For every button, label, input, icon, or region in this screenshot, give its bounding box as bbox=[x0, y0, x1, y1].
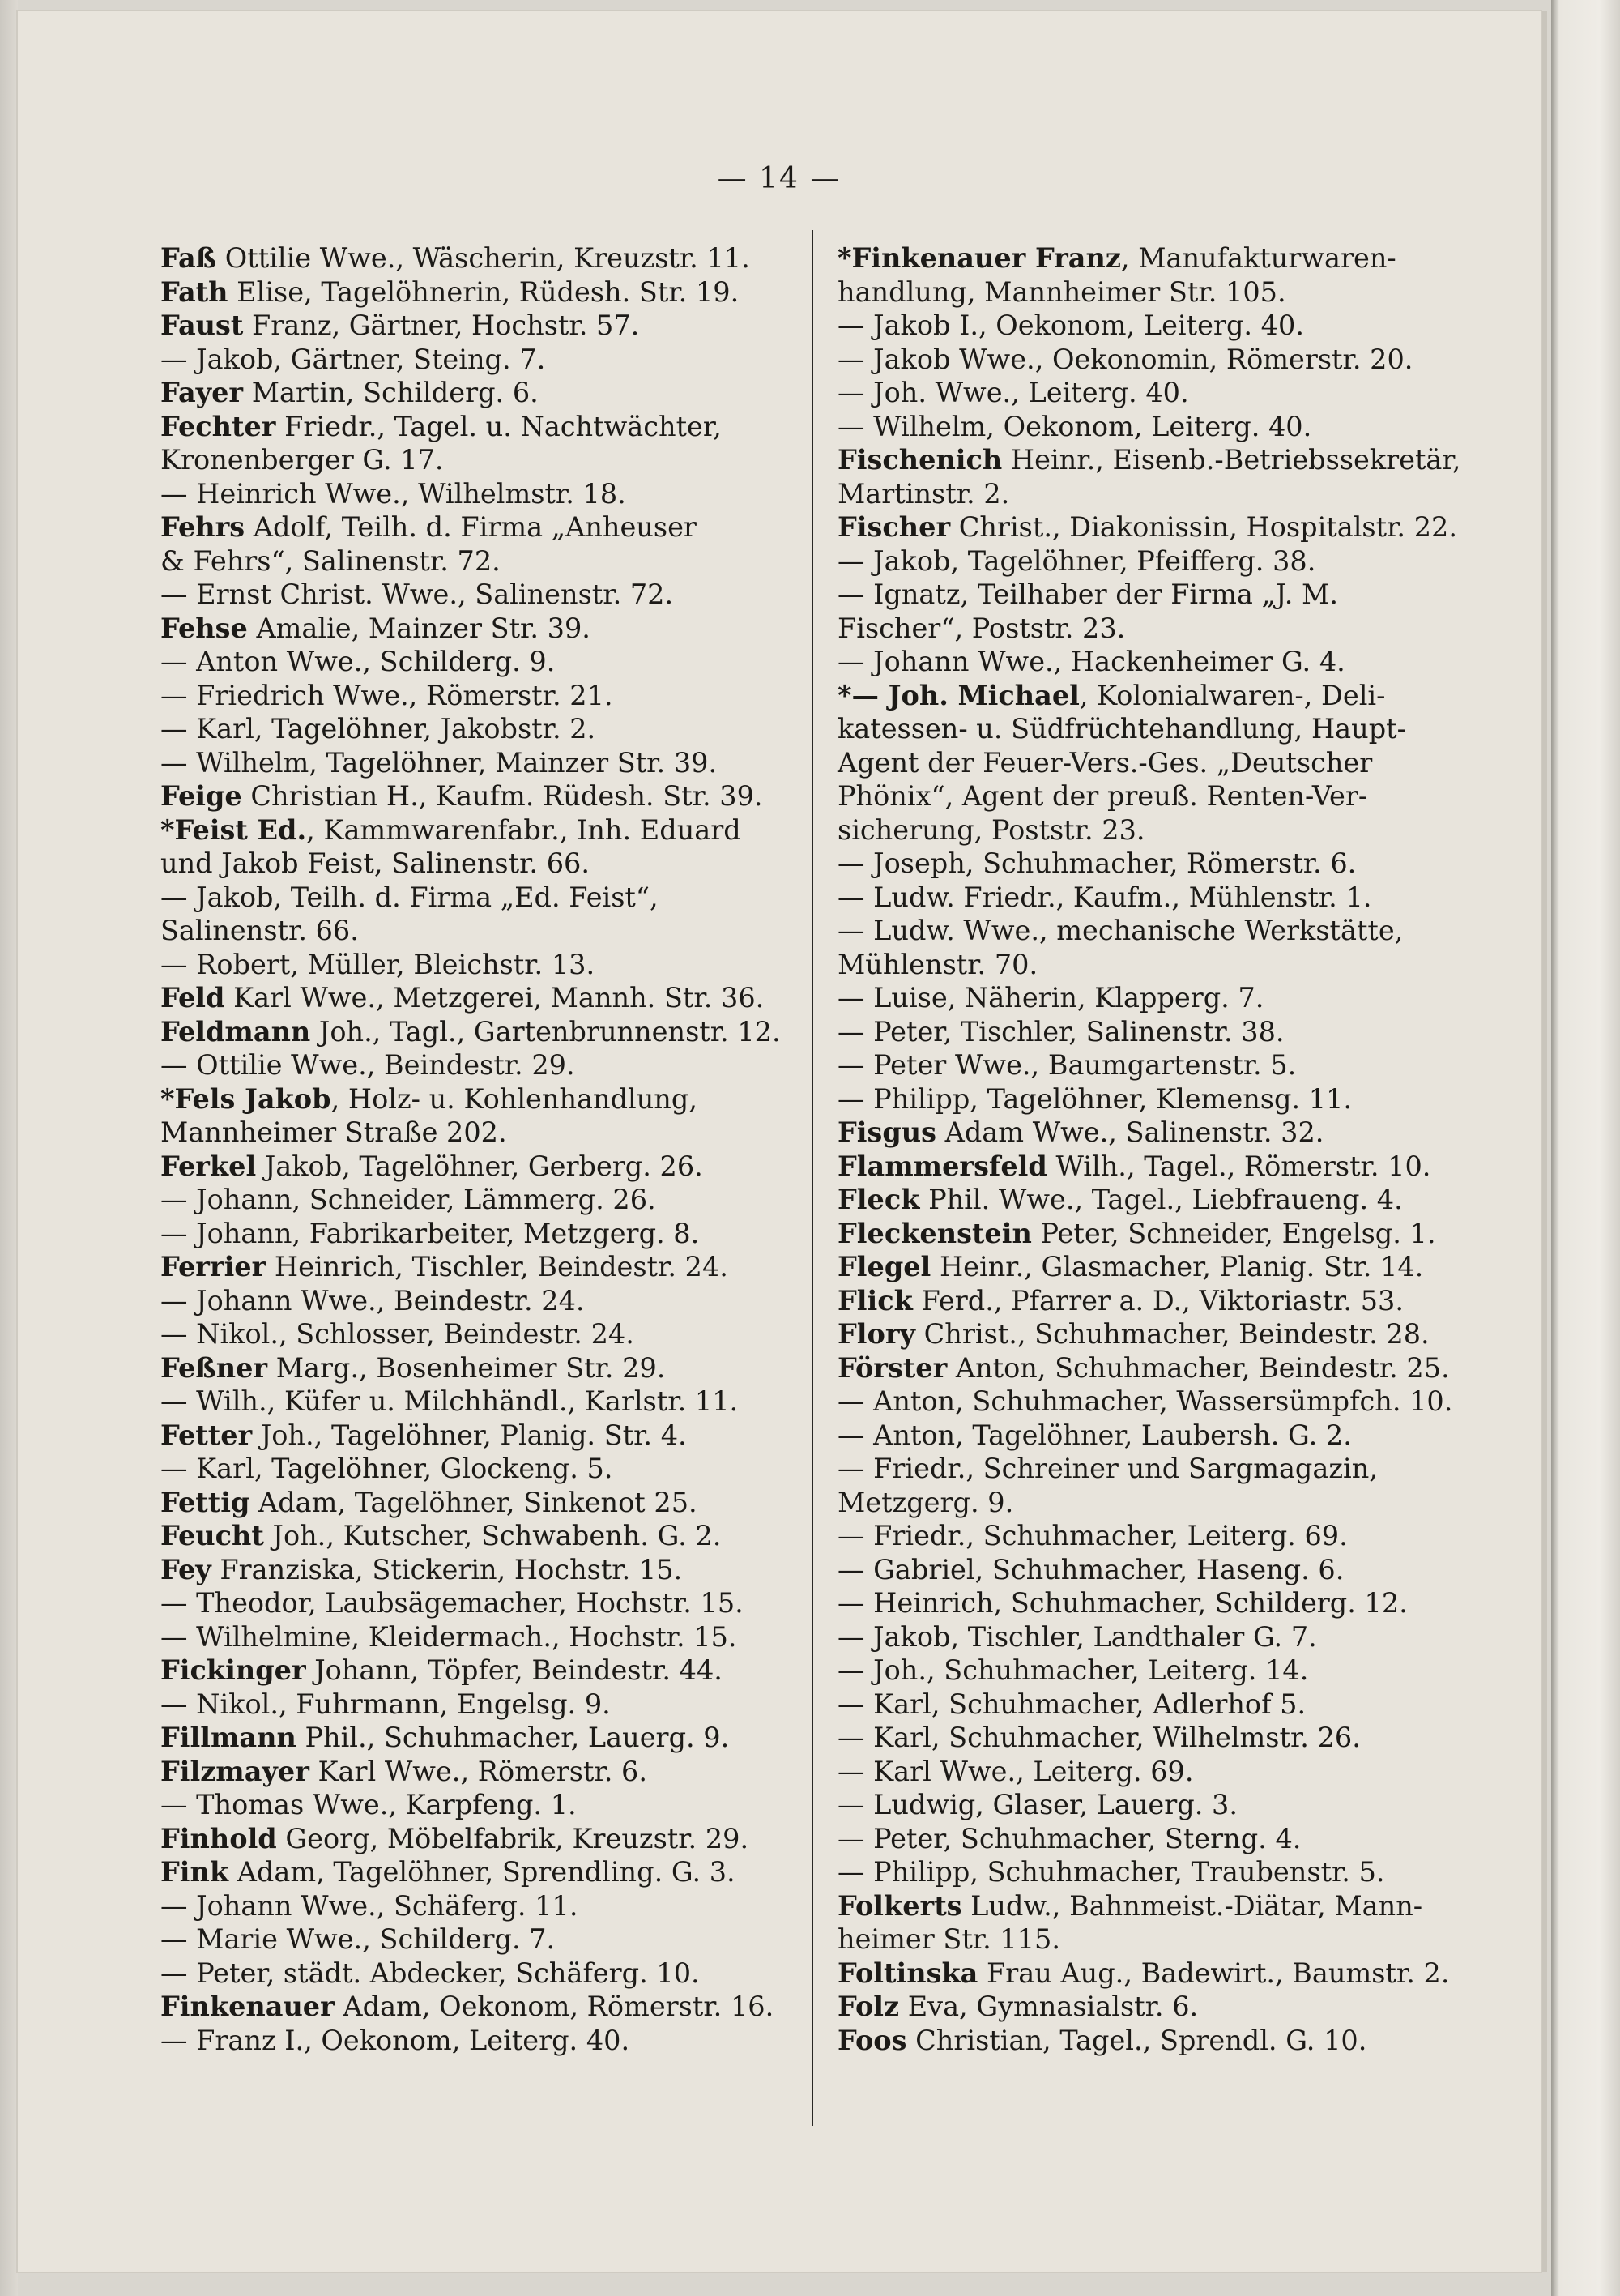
entry-surname: *Fels Jakob bbox=[160, 1082, 331, 1115]
entry-details: — Luise, Näherin, Klapperg. 7. bbox=[838, 982, 1264, 1014]
directory-entry bbox=[160, 779, 865, 813]
entry-details: Adolf, Teilh. d. Firma „Anheuser bbox=[245, 511, 697, 543]
entry-details: , Holz- u. Kohlenhandlung, bbox=[330, 1082, 697, 1115]
directory-entry bbox=[838, 1183, 1502, 1217]
directory-entry bbox=[160, 376, 865, 410]
directory-entry bbox=[160, 1889, 865, 1923]
directory-entry bbox=[838, 645, 1502, 679]
directory-entry bbox=[838, 948, 1502, 982]
entry-surname: Fath bbox=[160, 275, 228, 308]
directory-entry bbox=[838, 1284, 1502, 1318]
directory-entry bbox=[838, 1317, 1502, 1351]
directory-entry bbox=[160, 1654, 865, 1688]
entry-details: Ludw., Bahnmeist.-Diätar, Mann- bbox=[961, 1889, 1423, 1922]
entry-surname: Feld bbox=[160, 982, 225, 1014]
directory-entry bbox=[838, 510, 1502, 544]
directory-entry bbox=[160, 275, 865, 309]
entry-details: Adam, Tagelöhner, Sinkenot 25. bbox=[249, 1486, 697, 1518]
directory-entry bbox=[838, 813, 1502, 847]
entry-details: Franziska, Stickerin, Hochstr. 15. bbox=[211, 1553, 683, 1585]
left-column bbox=[160, 241, 865, 2057]
directory-entry bbox=[160, 1688, 865, 1722]
entry-details: Friedr., Tagel. u. Nachtwächter, bbox=[275, 410, 722, 442]
entry-details: — Anton, Tagelöhner, Laubersh. G. 2. bbox=[838, 1419, 1352, 1451]
entry-details: Christian, Tagel., Sprendl. G. 10. bbox=[906, 2024, 1367, 2056]
entry-details: Martinstr. 2. bbox=[838, 477, 1010, 510]
entry-details: und Jakob Feist, Salinenstr. 66. bbox=[160, 847, 590, 879]
entry-surname: Ferrier bbox=[160, 1251, 266, 1282]
entry-surname: Faust bbox=[160, 309, 244, 341]
entry-details: , Kammwarenfabr., Inh. Eduard bbox=[306, 813, 741, 846]
directory-entry bbox=[160, 1990, 865, 2024]
entry-details: — Jakob I., Oekonom, Leiterg. 40. bbox=[838, 309, 1304, 341]
directory-entry bbox=[838, 712, 1502, 746]
entry-surname: Finhold bbox=[160, 1822, 277, 1854]
directory-entry bbox=[160, 1957, 865, 1991]
entry-details: — Peter, Tischler, Salinenstr. 38. bbox=[838, 1015, 1285, 1048]
entry-details: — Philipp, Tagelöhner, Klemensg. 11. bbox=[838, 1082, 1353, 1115]
entry-surname: Fayer bbox=[160, 377, 244, 408]
entry-details: — Jakob, Gärtner, Steing. 7. bbox=[160, 343, 546, 375]
directory-page bbox=[18, 11, 1541, 2272]
entry-details: Agent der Feuer-Vers.-Ges. „Deutscher bbox=[838, 746, 1373, 779]
entry-details: Joh., Tagelöhner, Planig. Str. 4. bbox=[252, 1419, 687, 1451]
directory-entry bbox=[838, 746, 1502, 780]
directory-entry bbox=[838, 410, 1502, 444]
entry-details: Elise, Tagelöhnerin, Rüdesh. Str. 19. bbox=[228, 275, 740, 308]
directory-entry bbox=[838, 2024, 1502, 2058]
entry-details: Jakob, Tagelöhner, Gerberg. 26. bbox=[256, 1150, 703, 1182]
entry-details: — Nikol., Fuhrmann, Engelsg. 9. bbox=[160, 1688, 611, 1720]
entry-details: — Anton, Schuhmacher, Wassersümpfch. 10. bbox=[838, 1385, 1453, 1417]
entry-details: — Ludwig, Glaser, Lauerg. 3. bbox=[838, 1789, 1238, 1820]
entry-details: Heinr., Eisenb.-Betriebssekretär, bbox=[1002, 444, 1461, 476]
directory-entry bbox=[160, 1284, 865, 1318]
next-page-edge bbox=[1551, 0, 1620, 2296]
entry-details: Eva, Gymnasialstr. 6. bbox=[899, 1991, 1199, 2022]
directory-entry bbox=[838, 981, 1502, 1015]
directory-entry bbox=[838, 1486, 1502, 1520]
right-column bbox=[838, 241, 1502, 2057]
entry-surname: Fettig bbox=[160, 1486, 250, 1518]
entry-details: — Karl, Schuhmacher, Wilhelmstr. 26. bbox=[838, 1722, 1361, 1753]
directory-entry bbox=[838, 1855, 1502, 1889]
directory-entry bbox=[160, 410, 865, 444]
directory-entry bbox=[838, 1082, 1502, 1116]
directory-entry bbox=[838, 1755, 1502, 1789]
entry-details: — Jakob, Tischler, Landthaler G. 7. bbox=[838, 1620, 1317, 1653]
directory-entry bbox=[838, 1654, 1502, 1688]
entry-details: Amalie, Mainzer Str. 39. bbox=[247, 612, 590, 644]
entry-details: Christ., Diakonissin, Hospitalstr. 22. bbox=[950, 511, 1457, 543]
directory-entry bbox=[160, 914, 865, 948]
directory-entry bbox=[160, 241, 865, 275]
entry-details: — Theodor, Laubsägemacher, Hochstr. 15. bbox=[160, 1587, 744, 1619]
entry-surname: Feßner bbox=[160, 1351, 268, 1384]
directory-entry bbox=[838, 578, 1502, 612]
directory-entry bbox=[160, 1553, 865, 1587]
entry-details: Heinrich, Tischler, Beindestr. 24. bbox=[266, 1251, 728, 1282]
entry-details: heimer Str. 115. bbox=[838, 1923, 1061, 1955]
entry-surname: Fleck bbox=[838, 1184, 920, 1215]
entry-surname: Faß bbox=[160, 242, 217, 274]
directory-entry bbox=[160, 1586, 865, 1620]
entry-details: Phil. Wwe., Tagel., Liebfraueng. 4. bbox=[919, 1184, 1403, 1215]
entry-details: — Joseph, Schuhmacher, Römerstr. 6. bbox=[838, 847, 1357, 879]
entry-surname: Fehrs bbox=[160, 511, 245, 543]
entry-details: Adam, Tagelöhner, Sprendling. G. 3. bbox=[228, 1856, 735, 1888]
entry-details: Joh., Tagl., Gartenbrunnenstr. 12. bbox=[310, 1015, 781, 1048]
entry-details: Salinenstr. 66. bbox=[160, 915, 359, 946]
directory-entry bbox=[838, 1957, 1502, 1991]
directory-entry bbox=[160, 881, 865, 915]
directory-entry bbox=[160, 1015, 865, 1049]
directory-entry bbox=[160, 2024, 865, 2058]
directory-entry bbox=[160, 981, 865, 1015]
entry-details: Karl Wwe., Römerstr. 6. bbox=[309, 1755, 647, 1787]
entry-details: — Joh. Wwe., Leiterg. 40. bbox=[838, 377, 1189, 408]
entry-details: — Nikol., Schlosser, Beindestr. 24. bbox=[160, 1318, 634, 1350]
entry-details: Kronenberger G. 17. bbox=[160, 444, 444, 476]
entry-surname: Fink bbox=[160, 1856, 229, 1888]
directory-entry bbox=[838, 847, 1502, 881]
directory-entry bbox=[838, 343, 1502, 377]
directory-entry bbox=[838, 1217, 1502, 1251]
entry-details: Martin, Schilderg. 6. bbox=[243, 377, 539, 408]
entry-surname: Fickinger bbox=[160, 1654, 306, 1686]
entry-details: handlung, Mannheimer Str. 105. bbox=[838, 275, 1286, 308]
entry-details: Franz, Gärtner, Hochstr. 57. bbox=[243, 309, 640, 341]
entry-surname: Fillmann bbox=[160, 1722, 296, 1753]
entry-surname: Fleckenstein bbox=[838, 1217, 1032, 1249]
entry-details: — Anton Wwe., Schilderg. 9. bbox=[160, 646, 556, 677]
directory-entry bbox=[838, 275, 1502, 309]
directory-entry bbox=[160, 343, 865, 377]
entry-details: Phönix“, Agent der preuß. Renten-Ver- bbox=[838, 780, 1368, 812]
entry-details: — Gabriel, Schuhmacher, Haseng. 6. bbox=[838, 1553, 1345, 1585]
directory-entry bbox=[160, 443, 865, 477]
directory-entry bbox=[838, 1990, 1502, 2024]
directory-entry bbox=[838, 881, 1502, 915]
entry-details: — Heinrich Wwe., Wilhelmstr. 18. bbox=[160, 477, 626, 510]
entry-details: — Ignatz, Teilhaber der Firma „J. M. bbox=[838, 578, 1338, 610]
entry-details: — Heinrich, Schuhmacher, Schilderg. 12. bbox=[838, 1587, 1408, 1619]
entry-surname: Flory bbox=[838, 1318, 915, 1350]
entry-details: — Ernst Christ. Wwe., Salinenstr. 72. bbox=[160, 578, 674, 610]
entry-surname: Fehse bbox=[160, 612, 248, 644]
directory-entry bbox=[160, 578, 865, 612]
entry-details: — Friedr., Schreiner und Sargmagazin, bbox=[838, 1453, 1378, 1484]
entry-surname: Fischer bbox=[838, 511, 951, 543]
directory-entry bbox=[160, 510, 865, 544]
directory-entry bbox=[838, 544, 1502, 578]
column-divider bbox=[812, 230, 813, 2126]
directory-entry bbox=[160, 1822, 865, 1856]
directory-entry bbox=[160, 1351, 865, 1385]
directory-entry bbox=[838, 1889, 1502, 1923]
page-number: — 14 — bbox=[717, 162, 842, 195]
entry-details: Johann, Töpfer, Beindestr. 44. bbox=[305, 1654, 723, 1686]
entry-details: — Karl, Tagelöhner, Glockeng. 5. bbox=[160, 1453, 613, 1484]
directory-entry bbox=[838, 1688, 1502, 1722]
directory-entry bbox=[838, 1452, 1502, 1486]
directory-entry bbox=[838, 1116, 1502, 1150]
directory-entry bbox=[160, 1855, 865, 1889]
entry-details: Ottilie Wwe., Wäscherin, Kreuzstr. 11. bbox=[216, 242, 750, 274]
directory-entry bbox=[838, 779, 1502, 813]
entry-details: — Peter Wwe., Baumgartenstr. 5. bbox=[838, 1049, 1297, 1081]
entry-details: — Karl Wwe., Leiterg. 69. bbox=[838, 1755, 1194, 1787]
entry-surname: Fetter bbox=[160, 1419, 253, 1451]
entry-details: — Joh., Schuhmacher, Leiterg. 14. bbox=[838, 1654, 1309, 1686]
entry-surname: Fisgus bbox=[838, 1116, 937, 1148]
entry-surname: *Feist Ed. bbox=[160, 813, 307, 846]
directory-entry bbox=[838, 1048, 1502, 1082]
entry-details: — Thomas Wwe., Karpfeng. 1. bbox=[160, 1789, 577, 1820]
directory-entry bbox=[160, 1317, 865, 1351]
directory-entry bbox=[160, 1217, 865, 1251]
entry-details: — Johann, Schneider, Lämmerg. 26. bbox=[160, 1184, 656, 1215]
entry-details: Karl Wwe., Metzgerei, Mannh. Str. 36. bbox=[224, 982, 765, 1014]
entry-details: — Jakob Wwe., Oekonomin, Römerstr. 20. bbox=[838, 343, 1413, 375]
directory-entry bbox=[160, 1620, 865, 1654]
directory-entry bbox=[160, 813, 865, 847]
directory-entry bbox=[838, 1721, 1502, 1755]
directory-entry bbox=[160, 477, 865, 511]
directory-entry bbox=[160, 1755, 865, 1789]
directory-entry bbox=[838, 1923, 1502, 1957]
entry-details: Metzgerg. 9. bbox=[838, 1486, 1014, 1518]
entry-details: — Ottilie Wwe., Beindestr. 29. bbox=[160, 1049, 575, 1081]
entry-details: Mannheimer Straße 202. bbox=[160, 1116, 507, 1148]
entry-details: — Ludw. Friedr., Kaufm., Mühlenstr. 1. bbox=[838, 881, 1372, 913]
directory-entry bbox=[838, 1519, 1502, 1553]
entry-details: Heinr., Glasmacher, Planig. Str. 14. bbox=[931, 1251, 1424, 1282]
directory-entry bbox=[160, 712, 865, 746]
directory-entry bbox=[160, 746, 865, 780]
directory-entry bbox=[160, 1452, 865, 1486]
entry-details: — Peter, Schuhmacher, Sterng. 4. bbox=[838, 1822, 1302, 1854]
directory-entry bbox=[838, 1586, 1502, 1620]
directory-entry bbox=[838, 1620, 1502, 1654]
directory-entry bbox=[838, 241, 1502, 275]
entry-surname: *— Joh. Michael bbox=[838, 679, 1080, 711]
directory-entry bbox=[160, 1385, 865, 1419]
directory-entry bbox=[160, 1788, 865, 1822]
entry-details: Joh., Kutscher, Schwabenh. G. 2. bbox=[263, 1520, 722, 1551]
entry-details: — Johann Wwe., Beindestr. 24. bbox=[160, 1284, 585, 1317]
entry-details: katessen- u. Südfrüchtehandlung, Haupt- bbox=[838, 713, 1406, 745]
entry-details: Georg, Möbelfabrik, Kreuzstr. 29. bbox=[276, 1822, 749, 1854]
entry-surname: Foos bbox=[838, 2024, 907, 2056]
directory-entry bbox=[160, 847, 865, 881]
directory-entry bbox=[160, 645, 865, 679]
entry-surname: Feldmann bbox=[160, 1015, 311, 1048]
entry-details: — Johann Wwe., Hackenheimer G. 4. bbox=[838, 646, 1345, 677]
directory-entry bbox=[838, 1822, 1502, 1856]
entry-details: , Kolonialwaren-, Deli- bbox=[1079, 679, 1386, 711]
directory-entry bbox=[838, 914, 1502, 948]
directory-entry bbox=[838, 679, 1502, 713]
entry-surname: Fey bbox=[160, 1553, 211, 1585]
entry-details: , Manufakturwaren- bbox=[1120, 242, 1396, 274]
entry-surname: Fechter bbox=[160, 410, 276, 442]
directory-entry bbox=[838, 1015, 1502, 1049]
directory-entry bbox=[838, 376, 1502, 410]
directory-entry bbox=[838, 1385, 1502, 1419]
entry-details: — Robert, Müller, Bleichstr. 13. bbox=[160, 948, 595, 980]
directory-entry bbox=[160, 612, 865, 646]
entry-details: Ferd., Pfarrer a. D., Viktoriastr. 53. bbox=[912, 1284, 1404, 1317]
entry-details: Wilh., Tagel., Römerstr. 10. bbox=[1047, 1150, 1431, 1182]
directory-entry bbox=[160, 309, 865, 343]
entry-details: Adam, Oekonom, Römerstr. 16. bbox=[334, 1991, 774, 2022]
entry-details: — Karl, Schuhmacher, Adlerhof 5. bbox=[838, 1688, 1307, 1720]
entry-details: sicherung, Poststr. 23. bbox=[838, 813, 1145, 846]
entry-details: Fischer“, Poststr. 23. bbox=[838, 612, 1126, 644]
entry-details: — Marie Wwe., Schilderg. 7. bbox=[160, 1923, 556, 1955]
entry-surname: Filzmayer bbox=[160, 1755, 309, 1787]
entry-surname: Folz bbox=[838, 1991, 900, 2022]
directory-entry bbox=[160, 1082, 865, 1116]
entry-surname: Ferkel bbox=[160, 1150, 257, 1182]
directory-entry bbox=[838, 1788, 1502, 1822]
entry-details: — Franz I., Oekonom, Leiterg. 40. bbox=[160, 2024, 630, 2056]
entry-details: — Wilh., Küfer u. Milchhändl., Karlstr. 11. bbox=[160, 1385, 739, 1417]
entry-details: — Johann Wwe., Schäferg. 11. bbox=[160, 1889, 578, 1922]
directory-entry bbox=[838, 443, 1502, 477]
entry-details: — Wilhelmine, Kleidermach., Hochstr. 15. bbox=[160, 1620, 737, 1653]
entry-surname: Feucht bbox=[160, 1520, 264, 1551]
entry-details: — Peter, städt. Abdecker, Schäferg. 10. bbox=[160, 1957, 700, 1989]
directory-entry bbox=[160, 948, 865, 982]
entry-details: Mühlenstr. 70. bbox=[838, 948, 1038, 980]
entry-details: — Jakob, Teilh. d. Firma „Ed. Feist“, bbox=[160, 881, 659, 913]
entry-details: Christ., Schuhmacher, Beindestr. 28. bbox=[914, 1318, 1430, 1350]
entry-details: Anton, Schuhmacher, Beindestr. 25. bbox=[947, 1351, 1450, 1384]
entry-surname: Flick bbox=[838, 1284, 913, 1317]
entry-details: — Wilhelm, Oekonom, Leiterg. 40. bbox=[838, 410, 1312, 442]
entry-details: Marg., Bosenheimer Str. 29. bbox=[267, 1351, 666, 1384]
entry-surname: Flammersfeld bbox=[838, 1150, 1047, 1182]
entry-details: — Karl, Tagelöhner, Jakobstr. 2. bbox=[160, 713, 596, 745]
entry-details: Frau Aug., Badewirt., Baumstr. 2. bbox=[978, 1957, 1450, 1989]
entry-surname: Flegel bbox=[838, 1251, 932, 1282]
directory-entry bbox=[838, 612, 1502, 646]
entry-details: Phil., Schuhmacher, Lauerg. 9. bbox=[296, 1722, 730, 1753]
entry-details: — Wilhelm, Tagelöhner, Mainzer Str. 39. bbox=[160, 746, 718, 779]
directory-entry bbox=[160, 1721, 865, 1755]
directory-entry bbox=[160, 679, 865, 713]
directory-entry bbox=[160, 1150, 865, 1184]
entry-details: — Philipp, Schuhmacher, Traubenstr. 5. bbox=[838, 1856, 1385, 1888]
directory-entry bbox=[838, 1419, 1502, 1453]
directory-entry bbox=[160, 544, 865, 578]
entry-details: — Ludw. Wwe., mechanische Werkstätte, bbox=[838, 915, 1404, 946]
directory-entry bbox=[160, 1923, 865, 1957]
directory-entry bbox=[160, 1519, 865, 1553]
entry-surname: Fischenich bbox=[838, 444, 1003, 476]
entry-details: — Jakob, Tagelöhner, Pfeifferg. 38. bbox=[838, 544, 1316, 577]
entry-details: — Johann, Fabrikarbeiter, Metzgerg. 8. bbox=[160, 1217, 700, 1249]
directory-entry bbox=[838, 1553, 1502, 1587]
entry-details: & Fehrs“, Salinenstr. 72. bbox=[160, 544, 501, 577]
directory-entry bbox=[838, 309, 1502, 343]
entry-surname: Folkerts bbox=[838, 1889, 962, 1922]
entry-surname: Förster bbox=[838, 1351, 948, 1384]
entry-details: Adam Wwe., Salinenstr. 32. bbox=[936, 1116, 1324, 1148]
entry-details: — Friedr., Schuhmacher, Leiterg. 69. bbox=[838, 1520, 1348, 1551]
entry-details: — Friedrich Wwe., Römerstr. 21. bbox=[160, 679, 613, 711]
directory-entry bbox=[160, 1419, 865, 1453]
directory-entry bbox=[160, 1116, 865, 1150]
directory-entry bbox=[160, 1486, 865, 1520]
entry-surname: Finkenauer bbox=[160, 1991, 335, 2022]
directory-entry bbox=[838, 477, 1502, 511]
directory-entry bbox=[160, 1048, 865, 1082]
entry-details: Peter, Schneider, Engelsg. 1. bbox=[1031, 1217, 1436, 1249]
page-binding-edge bbox=[0, 0, 18, 2296]
directory-entry bbox=[838, 1150, 1502, 1184]
entry-details: Christian H., Kaufm. Rüdesh. Str. 39. bbox=[241, 780, 763, 812]
entry-surname: Feige bbox=[160, 780, 242, 812]
entry-surname: *Finkenauer Franz bbox=[838, 242, 1121, 274]
directory-entry bbox=[160, 1250, 865, 1284]
directory-entry bbox=[160, 1183, 865, 1217]
entry-surname: Foltinska bbox=[838, 1957, 978, 1989]
directory-entry bbox=[838, 1351, 1502, 1385]
directory-entry bbox=[838, 1250, 1502, 1284]
